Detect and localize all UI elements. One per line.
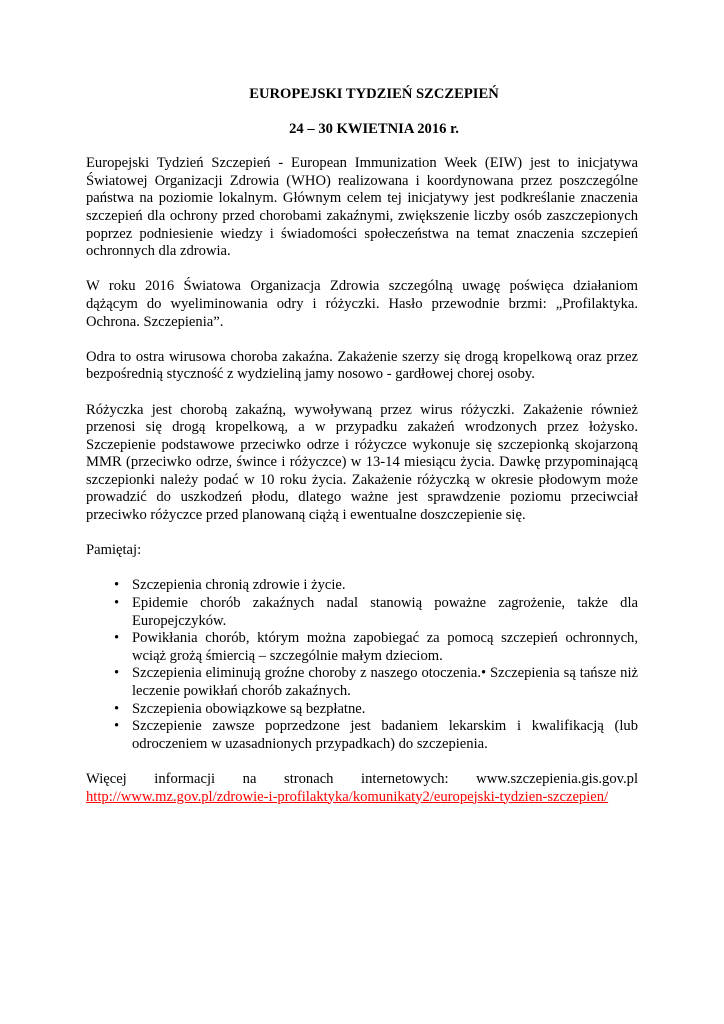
list-item bbox=[114, 577, 638, 595]
bullet-icon: • bbox=[114, 700, 120, 717]
bullet-icon: • bbox=[114, 718, 120, 735]
list-item-text: Szczepienia obowiązkowe są bezpłatne. bbox=[132, 700, 366, 717]
document-dates: 24 – 30 KWIETNIA 2016 r. bbox=[289, 120, 459, 137]
list-item bbox=[114, 700, 638, 719]
list-item bbox=[114, 630, 638, 665]
more-info-line: Więcej informacji na stronach internetowych: www.szczepienia.gis.gov.pl bbox=[86, 770, 638, 787]
bullet-icon: • bbox=[114, 595, 120, 612]
bullet-icon: • bbox=[114, 630, 120, 647]
list-item-text: Szczepienia eliminują groźne choroby z naszego otoczenia.• Szczepienia są tańsze niż leczenie powikłań chorób zakaźnych. bbox=[132, 665, 638, 699]
document-page bbox=[86, 86, 638, 806]
list-item bbox=[114, 595, 638, 630]
list-item bbox=[114, 665, 638, 700]
list-item-text: Powikłania chorób, którym można zapobiegać za pomocą szczepień ochronnych, wciąż grożą śmiercią – szczególnie małym dzieciom. bbox=[132, 630, 638, 664]
list-item-text: Szczepienia chronią zdrowie i życie. bbox=[132, 577, 346, 594]
remember-list bbox=[86, 577, 638, 753]
paragraph-who-2016: W roku 2016 Światowa Organizacja Zdrowia szczególną uwagę poświęca działaniom dążącym do wyeliminowania odry i różyczki. Hasło przewodnie brzmi: „Profilaktyka. Ochrona. Szczepienia”. bbox=[86, 278, 638, 330]
mz-gov-link[interactable]: http://www.mz.gov.pl/zdrowie-i-profilaktyka/komunikaty2/europejski-tydzien-szczepien/ bbox=[86, 788, 609, 805]
paragraph-measles: Odra to ostra wirusowa choroba zakaźna. Zakażenie szerzy się drogą kropelkową oraz przez bezpośrednią styczność z wydzieliną jamy nosowo - gardłowej chorej osoby. bbox=[86, 348, 638, 383]
remember-label: Pamiętaj: bbox=[86, 542, 142, 559]
paragraph-rubella: Różyczka jest chorobą zakaźną, wywoływaną przez wirus różyczki. Zakażenie również przenosi się drogą kropelkową, a w przypadku zakażeń wrodzonych przez łożysko. Szczepienie podstawowe przeciwko odrze i różyczce wykonuje się szczepionką skojarzoną MMR (przeciwko odrze, śwince i różyczce) w 13-14 miesiącu życia. Dawkę przypominającą szczepionki należy podać w 10 roku życia. Zakażenie różyczką w okresie płodowym może prowadzić do uszkodzeń płodu, dlatego ważne jest sprawdzenie poziomu przeciwciał przeciwko różyczce przed planowaną ciążą i ewentualne doszczepienie się. bbox=[86, 401, 638, 524]
list-item-text: Epidemie chorób zakaźnych nadal stanowią poważne zagrożenie, także dla Europejczyków. bbox=[132, 595, 638, 629]
document-title: EUROPEJSKI TYDZIEŃ SZCZEPIEŃ bbox=[249, 86, 499, 102]
paragraph-eiw-intro: Europejski Tydzień Szczepień - European Immunization Week (EIW) jest to inicjatywa Światowej Organizacji Zdrowia (WHO) realizowana i koordynowana przez poszczególne państwa na poziomie lokalnym. Głównym celem tej inicjatywy jest podkreślanie znaczenia szczepień dla ochrony przed chorobami zakaźnymi, zwiększenie liczby osób zaszczepionych poprzez podniesienie wiedzy i świadomości społeczeństwa na temat znaczenia szczepień ochronnych dla zdrowia. bbox=[86, 155, 638, 260]
bullet-icon: • bbox=[114, 665, 120, 682]
list-item bbox=[114, 718, 638, 753]
list-item-text: Szczepienie zawsze poprzedzone jest badaniem lekarskim i kwalifikacją (lub odroczeniem w uzasadnionych przypadkach) do szczepienia. bbox=[132, 718, 638, 752]
bullet-icon: • bbox=[114, 577, 120, 594]
